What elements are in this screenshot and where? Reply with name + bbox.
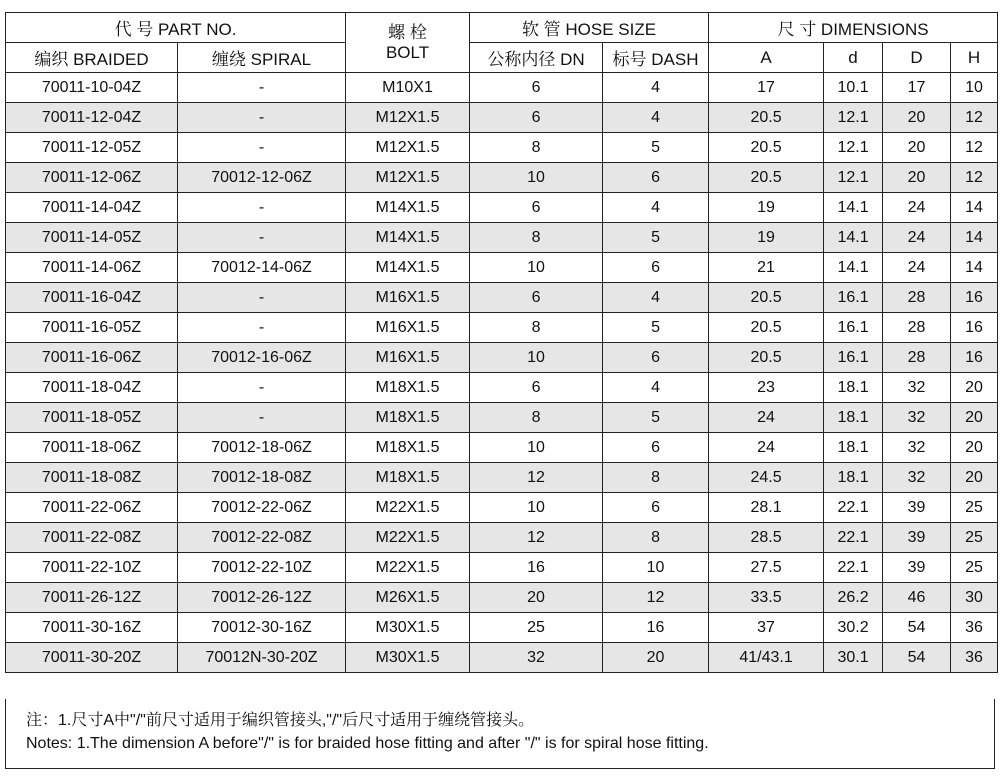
braided-cell: 70011-10-04Z [6, 73, 178, 103]
table-row [6, 523, 998, 553]
braided-cell: 70011-16-05Z [6, 313, 178, 343]
dim-d-small-cell: 22.1 [824, 523, 883, 553]
spiral-cell: 70012-12-06Z [178, 163, 346, 193]
spiral-cell: 70012N-30-20Z [178, 643, 346, 673]
dim-d-big-cell: 32 [883, 463, 951, 493]
table-row [6, 313, 998, 343]
spiral-cell: 70012-22-08Z [178, 523, 346, 553]
dim-d-big-header: D [883, 43, 951, 73]
dn-cell: 10 [470, 433, 603, 463]
dash-cell: 6 [603, 433, 709, 463]
braided-cell: 70011-18-08Z [6, 463, 178, 493]
braided-cell: 70011-12-05Z [6, 133, 178, 163]
dim-a-cell: 27.5 [709, 553, 824, 583]
dash-cell: 4 [603, 373, 709, 403]
dn-cell: 8 [470, 403, 603, 433]
braided-cell: 70011-22-10Z [6, 553, 178, 583]
dim-h-cell: 16 [951, 283, 998, 313]
dn-cell: 6 [470, 283, 603, 313]
dim-a-cell: 20.5 [709, 133, 824, 163]
dim-d-small-cell: 14.1 [824, 223, 883, 253]
dn-cell: 25 [470, 613, 603, 643]
hose-size-header: 软 管 HOSE SIZE [470, 13, 709, 43]
spiral-cell: - [178, 283, 346, 313]
dn-cell: 20 [470, 583, 603, 613]
table-row [6, 463, 998, 493]
dim-a-cell: 17 [709, 73, 824, 103]
dim-d-big-cell: 20 [883, 103, 951, 133]
dn-cell: 6 [470, 73, 603, 103]
dim-h-cell: 25 [951, 553, 998, 583]
dim-h-cell: 36 [951, 613, 998, 643]
dim-a-cell: 20.5 [709, 283, 824, 313]
dim-d-small-cell: 30.1 [824, 643, 883, 673]
dim-d-big-cell: 54 [883, 613, 951, 643]
bolt-cell: M16X1.5 [346, 343, 470, 373]
table-body [6, 73, 998, 673]
spiral-cell: 70012-18-06Z [178, 433, 346, 463]
dim-a-cell: 41/43.1 [709, 643, 824, 673]
spiral-cell: - [178, 403, 346, 433]
dash-cell: 6 [603, 253, 709, 283]
dash-cell: 8 [603, 523, 709, 553]
dim-a-cell: 19 [709, 193, 824, 223]
dimensions-header: 尺 寸 DIMENSIONS [709, 13, 998, 43]
dash-cell: 6 [603, 343, 709, 373]
dim-d-small-cell: 12.1 [824, 163, 883, 193]
dn-cell: 32 [470, 643, 603, 673]
dn-cell: 10 [470, 253, 603, 283]
spiral-header: 缠绕 SPIRAL [178, 43, 346, 73]
braided-cell: 70011-14-06Z [6, 253, 178, 283]
dim-d-big-cell: 20 [883, 133, 951, 163]
table-row [6, 643, 998, 673]
braided-cell: 70011-26-12Z [6, 583, 178, 613]
table-row [6, 283, 998, 313]
spiral-cell: - [178, 313, 346, 343]
dash-cell: 5 [603, 313, 709, 343]
braided-cell: 70011-18-06Z [6, 433, 178, 463]
dim-a-cell: 33.5 [709, 583, 824, 613]
table-row [6, 223, 998, 253]
bolt-header-cn: 螺 栓 [388, 22, 427, 42]
dim-d-big-cell: 39 [883, 493, 951, 523]
braided-cell: 70011-18-04Z [6, 373, 178, 403]
dim-a-cell: 28.1 [709, 493, 824, 523]
table-row [6, 103, 998, 133]
spiral-cell: - [178, 373, 346, 403]
bolt-cell: M22X1.5 [346, 553, 470, 583]
dim-d-small-cell: 10.1 [824, 73, 883, 103]
dim-d-small-cell: 16.1 [824, 343, 883, 373]
dim-d-big-cell: 17 [883, 73, 951, 103]
dash-cell: 5 [603, 223, 709, 253]
dim-h-header: H [951, 43, 998, 73]
dim-d-big-cell: 24 [883, 193, 951, 223]
dim-d-big-cell: 39 [883, 553, 951, 583]
dim-d-small-cell: 12.1 [824, 133, 883, 163]
bolt-cell: M16X1.5 [346, 313, 470, 343]
braided-cell: 70011-30-16Z [6, 613, 178, 643]
dn-cell: 16 [470, 553, 603, 583]
dim-h-cell: 20 [951, 403, 998, 433]
table-row [6, 433, 998, 463]
bolt-cell: M14X1.5 [346, 253, 470, 283]
bolt-cell: M26X1.5 [346, 583, 470, 613]
dim-h-cell: 12 [951, 103, 998, 133]
dim-a-cell: 23 [709, 373, 824, 403]
dim-h-cell: 14 [951, 223, 998, 253]
dn-header: 公称内径 DN [470, 43, 603, 73]
dim-a-cell: 20.5 [709, 313, 824, 343]
dim-h-cell: 20 [951, 373, 998, 403]
braided-cell: 70011-22-06Z [6, 493, 178, 523]
dim-a-cell: 20.5 [709, 343, 824, 373]
header-row-top [6, 13, 998, 43]
braided-cell: 70011-12-06Z [6, 163, 178, 193]
bolt-cell: M14X1.5 [346, 223, 470, 253]
dash-cell: 4 [603, 193, 709, 223]
note-cn: 注：1.尺寸A中"/"前尺寸适用于编织管接头,"/"后尺寸适用于缠绕管接头。 [26, 712, 535, 729]
bolt-cell: M18X1.5 [346, 373, 470, 403]
dash-cell: 6 [603, 493, 709, 523]
braided-cell: 70011-14-04Z [6, 193, 178, 223]
dim-d-small-cell: 18.1 [824, 463, 883, 493]
dim-d-big-cell: 28 [883, 283, 951, 313]
dim-d-big-cell: 54 [883, 643, 951, 673]
dn-cell: 10 [470, 343, 603, 373]
dim-a-cell: 19 [709, 223, 824, 253]
table-row [6, 133, 998, 163]
dim-h-cell: 10 [951, 73, 998, 103]
dim-a-cell: 37 [709, 613, 824, 643]
dim-d-small-cell: 16.1 [824, 313, 883, 343]
braided-cell: 70011-22-08Z [6, 523, 178, 553]
bolt-cell: M12X1.5 [346, 163, 470, 193]
dim-d-big-cell: 32 [883, 433, 951, 463]
table-row [6, 493, 998, 523]
notes-box [5, 699, 995, 769]
dim-d-small-cell: 30.2 [824, 613, 883, 643]
dim-a-cell: 24.5 [709, 463, 824, 493]
table-row [6, 553, 998, 583]
dim-h-cell: 25 [951, 493, 998, 523]
dim-d-small-header: d [824, 43, 883, 73]
table-row [6, 373, 998, 403]
dash-cell: 16 [603, 613, 709, 643]
dim-a-cell: 20.5 [709, 163, 824, 193]
table-row [6, 163, 998, 193]
dim-d-small-cell: 16.1 [824, 283, 883, 313]
dim-d-small-cell: 18.1 [824, 433, 883, 463]
dim-h-cell: 16 [951, 343, 998, 373]
table-row [6, 613, 998, 643]
dn-cell: 6 [470, 103, 603, 133]
braided-cell: 70011-18-05Z [6, 403, 178, 433]
dn-cell: 6 [470, 193, 603, 223]
dim-d-big-cell: 28 [883, 343, 951, 373]
bolt-cell: M12X1.5 [346, 133, 470, 163]
dim-d-big-cell: 24 [883, 253, 951, 283]
bolt-cell: M30X1.5 [346, 643, 470, 673]
spiral-cell: 70012-16-06Z [178, 343, 346, 373]
bolt-header-en: BOLT [385, 42, 430, 62]
dim-h-cell: 20 [951, 463, 998, 493]
spiral-cell: - [178, 103, 346, 133]
dim-a-cell: 24 [709, 403, 824, 433]
bolt-cell: M30X1.5 [346, 613, 470, 643]
dash-cell: 10 [603, 553, 709, 583]
dn-cell: 8 [470, 133, 603, 163]
bolt-cell: M10X1 [346, 73, 470, 103]
dn-cell: 8 [470, 223, 603, 253]
part-no-header: 代 号 PART NO. [6, 13, 346, 43]
dim-d-small-cell: 22.1 [824, 553, 883, 583]
dim-a-cell: 21 [709, 253, 824, 283]
dim-a-cell: 20.5 [709, 103, 824, 133]
dim-h-cell: 14 [951, 253, 998, 283]
dim-a-cell: 24 [709, 433, 824, 463]
dn-cell: 10 [470, 493, 603, 523]
dim-h-cell: 25 [951, 523, 998, 553]
dim-d-small-cell: 22.1 [824, 493, 883, 523]
dash-header: 标号 DASH [603, 43, 709, 73]
header-row-sub [6, 43, 998, 73]
spec-table [5, 12, 998, 673]
dim-d-big-cell: 20 [883, 163, 951, 193]
table-row [6, 343, 998, 373]
braided-cell: 70011-16-06Z [6, 343, 178, 373]
dn-cell: 6 [470, 373, 603, 403]
dim-h-cell: 14 [951, 193, 998, 223]
dn-cell: 8 [470, 313, 603, 343]
braided-cell: 70011-12-04Z [6, 103, 178, 133]
dim-h-cell: 20 [951, 433, 998, 463]
bolt-cell: M18X1.5 [346, 403, 470, 433]
spiral-cell: 70012-14-06Z [178, 253, 346, 283]
dash-cell: 4 [603, 283, 709, 313]
dim-d-small-cell: 12.1 [824, 103, 883, 133]
dn-cell: 10 [470, 163, 603, 193]
dash-cell: 5 [603, 133, 709, 163]
table-row [6, 73, 998, 103]
table-row [6, 193, 998, 223]
dim-d-big-cell: 32 [883, 403, 951, 433]
dim-d-big-cell: 24 [883, 223, 951, 253]
dim-a-cell: 28.5 [709, 523, 824, 553]
spiral-cell: 70012-22-06Z [178, 493, 346, 523]
dash-cell: 8 [603, 463, 709, 493]
bolt-cell: M22X1.5 [346, 493, 470, 523]
dim-d-big-cell: 39 [883, 523, 951, 553]
dash-cell: 5 [603, 403, 709, 433]
dn-cell: 12 [470, 523, 603, 553]
braided-cell: 70011-14-05Z [6, 223, 178, 253]
spiral-cell: 70012-30-16Z [178, 613, 346, 643]
bolt-cell: M22X1.5 [346, 523, 470, 553]
spiral-cell: 70012-22-10Z [178, 553, 346, 583]
dn-cell: 12 [470, 463, 603, 493]
braided-header: 编织 BRAIDED [6, 43, 178, 73]
table-row [6, 583, 998, 613]
dim-h-cell: 36 [951, 643, 998, 673]
bolt-cell: M18X1.5 [346, 463, 470, 493]
dim-h-cell: 12 [951, 163, 998, 193]
dim-d-big-cell: 28 [883, 313, 951, 343]
dim-d-big-cell: 32 [883, 373, 951, 403]
spiral-cell: - [178, 223, 346, 253]
bolt-cell: M14X1.5 [346, 193, 470, 223]
table-row [6, 403, 998, 433]
spiral-cell: - [178, 73, 346, 103]
dash-cell: 4 [603, 103, 709, 133]
dim-d-small-cell: 18.1 [824, 403, 883, 433]
dim-d-small-cell: 18.1 [824, 373, 883, 403]
dim-h-cell: 16 [951, 313, 998, 343]
dim-d-small-cell: 14.1 [824, 253, 883, 283]
spiral-cell: 70012-18-08Z [178, 463, 346, 493]
dash-cell: 4 [603, 73, 709, 103]
dim-d-small-cell: 14.1 [824, 193, 883, 223]
bolt-cell: M12X1.5 [346, 103, 470, 133]
bolt-cell: M18X1.5 [346, 433, 470, 463]
table-header [6, 13, 998, 73]
dim-h-cell: 30 [951, 583, 998, 613]
braided-cell: 70011-30-20Z [6, 643, 178, 673]
bolt-header [346, 13, 470, 73]
spiral-cell: - [178, 193, 346, 223]
dash-cell: 6 [603, 163, 709, 193]
spiral-cell: - [178, 133, 346, 163]
dim-d-big-cell: 46 [883, 583, 951, 613]
bolt-cell: M16X1.5 [346, 283, 470, 313]
dim-d-small-cell: 26.2 [824, 583, 883, 613]
table-row [6, 253, 998, 283]
note-en: Notes: 1.The dimension A before"/" is for braided hose fitting and after "/" is for spiral hose fitting. [26, 735, 709, 752]
braided-cell: 70011-16-04Z [6, 283, 178, 313]
dash-cell: 12 [603, 583, 709, 613]
dash-cell: 20 [603, 643, 709, 673]
dim-h-cell: 12 [951, 133, 998, 163]
dim-a-header: A [709, 43, 824, 73]
spiral-cell: 70012-26-12Z [178, 583, 346, 613]
